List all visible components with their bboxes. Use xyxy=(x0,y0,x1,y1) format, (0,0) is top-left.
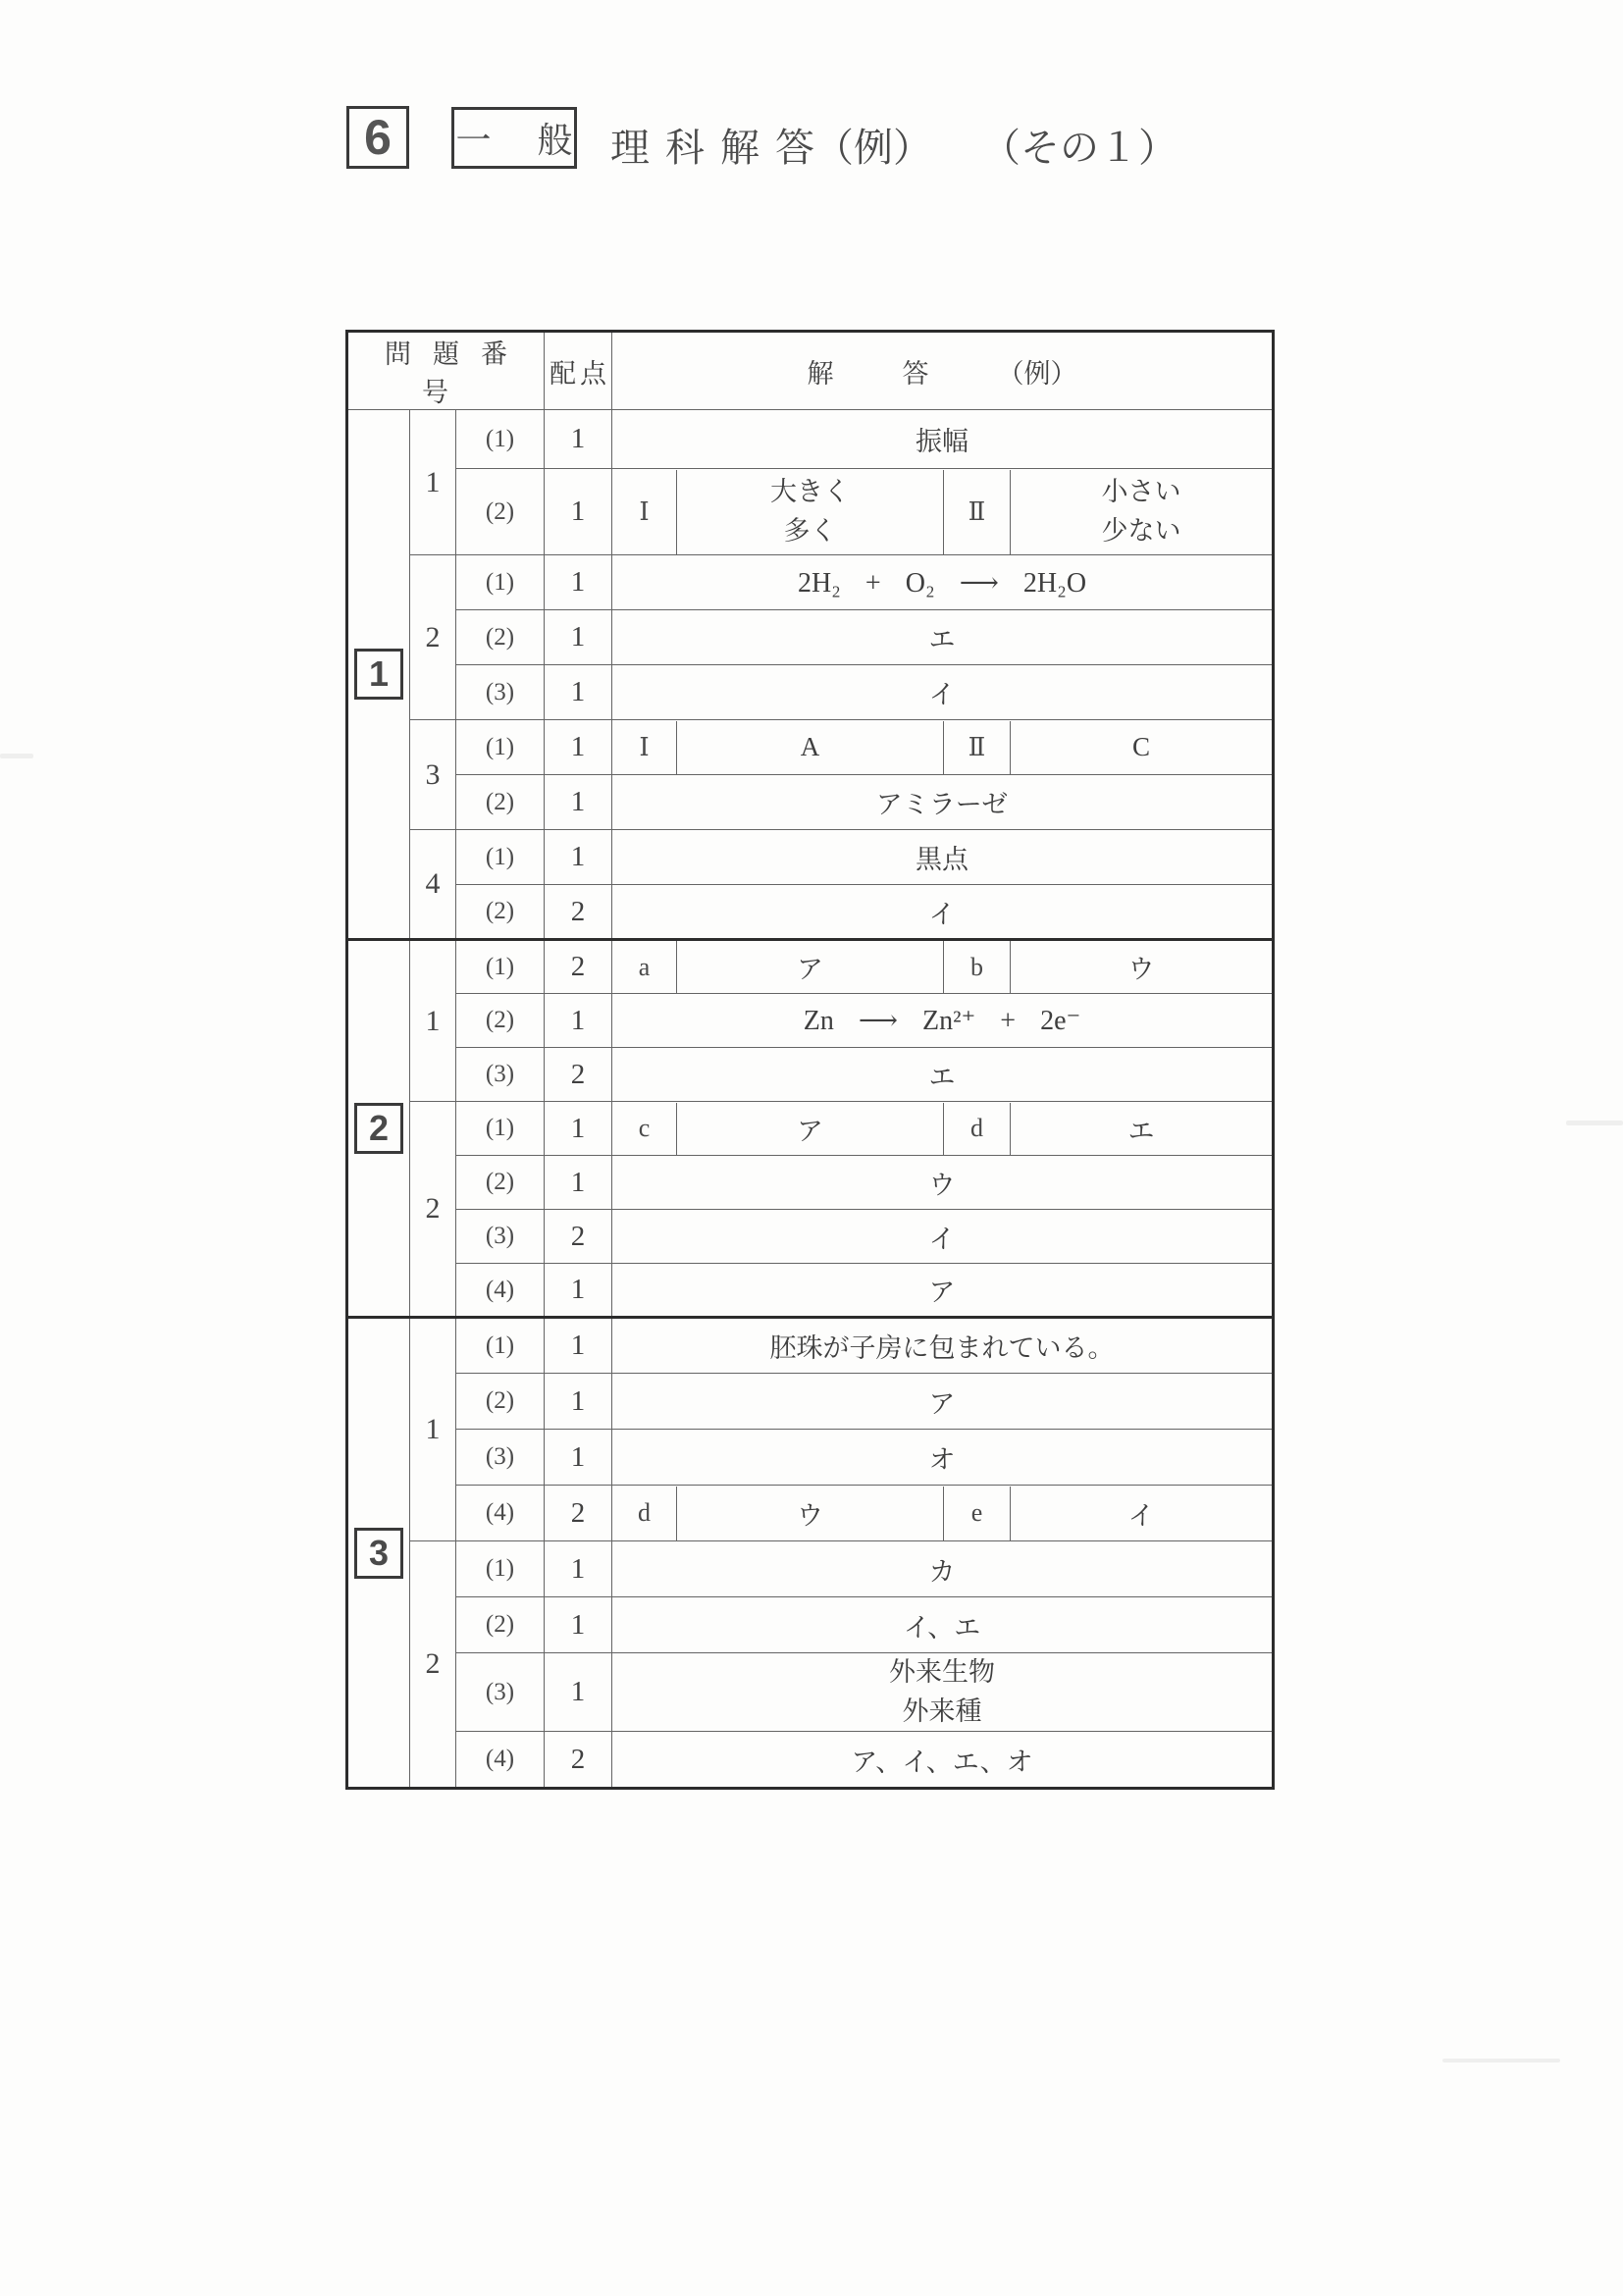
table-row xyxy=(347,994,1274,1048)
points-value: 1 xyxy=(545,1264,612,1318)
answer-sub-label: d xyxy=(612,1487,677,1540)
question-number: (4) xyxy=(456,1264,545,1318)
question-number: (4) xyxy=(456,1732,545,1789)
answer-sub-label: e xyxy=(944,1487,1011,1540)
section-3-number: 3 xyxy=(354,1528,403,1579)
answer-key-table xyxy=(345,330,1275,1790)
answer-cell: ウ xyxy=(612,1156,1274,1210)
header-points: 配点 xyxy=(545,332,612,410)
header-answer-kai: 解 xyxy=(807,358,834,389)
question-number: (2) xyxy=(456,1374,545,1430)
question-number: (2) xyxy=(456,775,545,830)
answer-cell-chemical-equation: 2H₂ + O₂ ⟶ 2H₂O xyxy=(612,555,1274,610)
points-value: 1 xyxy=(545,1374,612,1430)
points-value: 1 xyxy=(545,1597,612,1653)
question-number: (3) xyxy=(456,1430,545,1486)
question-number: (3) xyxy=(456,1210,545,1264)
group-number: 4 xyxy=(410,830,456,940)
group-number: 1 xyxy=(410,1318,456,1541)
answer-cell: 胚珠が子房に包まれている。 xyxy=(612,1318,1274,1374)
answer-cell xyxy=(612,940,1274,994)
points-value: 1 xyxy=(545,1102,612,1156)
table-row xyxy=(347,610,1274,665)
points-value: 1 xyxy=(545,610,612,665)
question-number: (1) xyxy=(456,1318,545,1374)
header-answer-rei: （例） xyxy=(997,358,1077,389)
points-value: 1 xyxy=(545,720,612,775)
table-row xyxy=(347,775,1274,830)
answer-sub-label: d xyxy=(944,1103,1011,1155)
answer-cell xyxy=(612,1102,1274,1156)
group-number: 2 xyxy=(410,1541,456,1789)
answer-cell: ア xyxy=(612,1374,1274,1430)
answer-table-container xyxy=(345,330,1275,1790)
points-value: 2 xyxy=(545,1048,612,1102)
header-question-number: 問題番号 xyxy=(347,332,545,410)
table-row xyxy=(347,1318,1274,1374)
answer-sub-value: ウ xyxy=(677,1487,944,1540)
table-row xyxy=(347,555,1274,610)
points-value: 1 xyxy=(545,665,612,720)
page-title-suffix: （その１） xyxy=(981,126,1178,170)
section-3-cell xyxy=(347,1318,410,1789)
answer-cell: ア xyxy=(612,1264,1274,1318)
points-value: 1 xyxy=(545,1430,612,1486)
answer-line: 外来生物 xyxy=(889,1657,996,1688)
question-number: (1) xyxy=(456,1102,545,1156)
group-number: 2 xyxy=(410,1102,456,1318)
answer-sub-value: イ xyxy=(1127,1500,1155,1531)
answer-sub-value: エ xyxy=(1127,1116,1155,1146)
question-number: (1) xyxy=(456,1541,545,1597)
exam-category-box xyxy=(451,107,577,169)
answer-cell: エ xyxy=(612,1048,1274,1102)
question-number: (1) xyxy=(456,720,545,775)
points-value: 1 xyxy=(545,1541,612,1597)
group-number: 2 xyxy=(410,555,456,720)
answer-cell xyxy=(612,1486,1274,1541)
answer-sub-value xyxy=(677,470,944,554)
question-number: (1) xyxy=(456,830,545,885)
scan-artifact xyxy=(0,754,33,758)
answer-sub-label: a xyxy=(612,941,677,993)
answer-sub-label: Ⅱ xyxy=(944,721,1011,774)
header-answer xyxy=(612,332,1274,410)
question-number: (2) xyxy=(456,1156,545,1210)
answer-cell xyxy=(612,1653,1274,1732)
table-row xyxy=(347,1653,1274,1732)
points-value: 1 xyxy=(545,830,612,885)
points-value: 2 xyxy=(545,940,612,994)
section-2-number: 2 xyxy=(354,1103,403,1154)
scan-artifact xyxy=(1442,2059,1560,2062)
answer-sub-value: A xyxy=(677,721,944,774)
points-value: 2 xyxy=(545,1732,612,1789)
table-row xyxy=(347,410,1274,469)
scan-artifact xyxy=(1566,1121,1623,1125)
question-number: (2) xyxy=(456,994,545,1048)
answer-sub-value xyxy=(1011,470,1272,554)
exam-number-box xyxy=(346,106,409,169)
answer-cell: イ、エ xyxy=(612,1597,1274,1653)
answer-sub-label: Ⅰ xyxy=(612,721,677,774)
points-value: 1 xyxy=(545,775,612,830)
header-answer-tou: 答 xyxy=(902,358,929,389)
answer-sub-value: ア xyxy=(677,941,944,993)
points-value: 1 xyxy=(545,555,612,610)
answer-line: 少ない xyxy=(1101,515,1181,546)
points-value: 1 xyxy=(545,469,612,555)
section-1-cell xyxy=(347,410,410,940)
table-row xyxy=(347,665,1274,720)
points-value: 1 xyxy=(545,1156,612,1210)
table-row xyxy=(347,720,1274,775)
table-row xyxy=(347,1048,1274,1102)
answer-cell: カ xyxy=(612,1541,1274,1597)
group-number: 1 xyxy=(410,410,456,555)
group-number: 3 xyxy=(410,720,456,830)
section-2-cell xyxy=(347,940,410,1318)
answer-cell: イ xyxy=(612,1210,1274,1264)
question-number: (1) xyxy=(456,940,545,994)
answer-cell: エ xyxy=(612,610,1274,665)
points-value: 1 xyxy=(545,1653,612,1732)
table-header-row xyxy=(347,332,1274,410)
table-row xyxy=(347,1210,1274,1264)
answer-cell: イ xyxy=(612,665,1274,720)
answer-cell: イ xyxy=(612,885,1274,940)
answer-line: 多く xyxy=(783,515,837,546)
question-number: (2) xyxy=(456,885,545,940)
table-row xyxy=(347,1102,1274,1156)
question-number: (3) xyxy=(456,665,545,720)
answer-cell: オ xyxy=(612,1430,1274,1486)
points-value: 2 xyxy=(545,1486,612,1541)
answer-sub-value: ウ xyxy=(1127,955,1155,984)
answer-cell: 黒点 xyxy=(612,830,1274,885)
question-number: (3) xyxy=(456,1653,545,1732)
answer-sub-label: Ⅱ xyxy=(944,470,1011,554)
answer-sub-label: b xyxy=(944,941,1011,993)
question-number: (2) xyxy=(456,469,545,555)
answer-cell-chemical-equation: Zn ⟶ Zn²⁺ + 2e⁻ xyxy=(612,994,1274,1048)
exam-number: 6 xyxy=(364,110,392,165)
answer-line: 外来種 xyxy=(902,1696,982,1726)
answer-sub-value: ア xyxy=(677,1103,944,1155)
table-row xyxy=(347,830,1274,885)
section-1-number: 1 xyxy=(354,649,403,700)
answer-cell: 振幅 xyxy=(612,410,1274,469)
table-row xyxy=(347,1430,1274,1486)
answer-sub-label: c xyxy=(612,1103,677,1155)
table-row xyxy=(347,1541,1274,1597)
answer-cell: アミラーゼ xyxy=(612,775,1274,830)
answer-cell: ア、イ、エ、オ xyxy=(612,1732,1274,1789)
points-value: 2 xyxy=(545,1210,612,1264)
table-row xyxy=(347,469,1274,555)
question-number: (3) xyxy=(456,1048,545,1102)
question-number: (1) xyxy=(456,410,545,469)
points-value: 1 xyxy=(545,410,612,469)
answer-cell xyxy=(612,720,1274,775)
table-row xyxy=(347,1486,1274,1541)
points-value: 1 xyxy=(545,994,612,1048)
answer-sub-label: Ⅰ xyxy=(612,470,677,554)
points-value: 2 xyxy=(545,885,612,940)
question-number: (2) xyxy=(456,610,545,665)
page-title-main: 理 科 解 答（例） xyxy=(610,126,932,170)
answer-line: 小さい xyxy=(1101,477,1181,507)
answer-sub-value: C xyxy=(1132,732,1151,761)
question-number: (4) xyxy=(456,1486,545,1541)
table-row xyxy=(347,1374,1274,1430)
table-row xyxy=(347,1732,1274,1789)
table-row xyxy=(347,1264,1274,1318)
page-title xyxy=(610,117,1178,173)
answer-line: 大きく xyxy=(770,477,851,507)
points-value: 1 xyxy=(545,1318,612,1374)
question-number: (2) xyxy=(456,1597,545,1653)
table-row xyxy=(347,1156,1274,1210)
table-row xyxy=(347,1597,1274,1653)
exam-category: 一 般 xyxy=(455,121,573,160)
group-number: 1 xyxy=(410,940,456,1102)
table-row xyxy=(347,885,1274,940)
answer-cell xyxy=(612,469,1274,555)
question-number: (1) xyxy=(456,555,545,610)
table-row xyxy=(347,940,1274,994)
